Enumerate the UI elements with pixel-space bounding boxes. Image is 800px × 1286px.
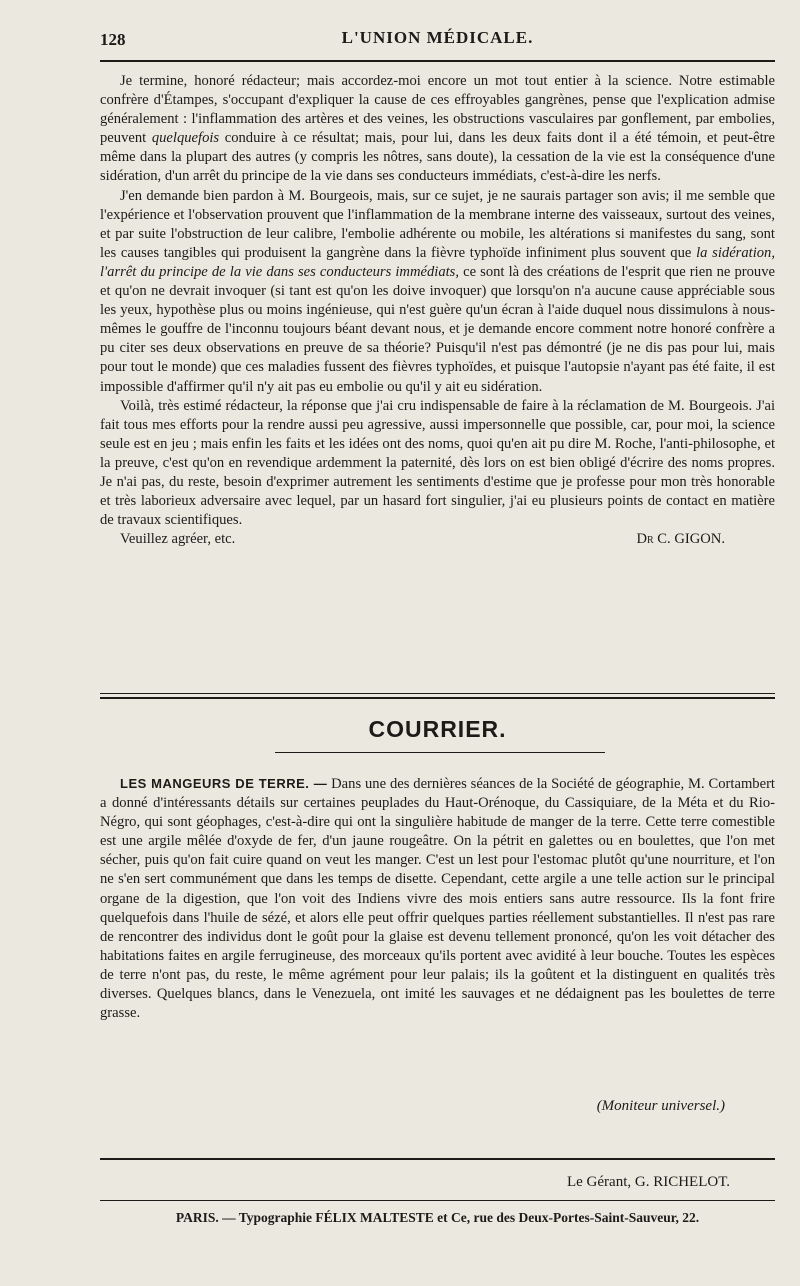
title-underline xyxy=(275,752,605,753)
footer-rule xyxy=(100,1158,775,1160)
courrier-title: COURRIER. xyxy=(368,716,507,742)
courrier-paragraph: LES MANGEURS DE TERRE. — Dans une des dernières séances de la Société de géographie, M. Cortambert a donné d'intéressants détails sur certaines peuplades du Haut-Orénoque, du Cassiquiare, de la Méta et du Rio-Négro, qui sont géophages, c'est-à-dire qui ont la singulière habitude de manger de la terre. Cette terre comestible est une argile mêlée d'oxyde de fer, d'un jaune rougeâtre. On la pétrit en galettes ou en boulettes, que l'on met sécher, puis qu'on fait cuire quand on veut les manger. C'est un lest pour l'estomac plutôt qu'une nourriture, et l'on ne s'en sert communément que dans les temps de disette. Cependant, cette argile a une telle action sur le principal organe de la digestion, que l'on voit des Indiens vivre des mois entiers sans autre ressource. Ils la font frire quelquefois dans l'huile de sézé, et alors elle peut offrir quelques parties réellement substantielles. Il n'est pas rare de rencontrer des individus dont le goût pour la glaise est devenu tellement prononcé, qu'on les voit détacher des habitations faites en argile ferrugineuse, des morceaux qu'ils portent avec avidité à leur bouche. Toutes les espèces de terre n'ont pas, du reste, le même agrément pour leur palais; ils la goûtent et la distinguent en qualités très diverses. Quelques blancs, dans le Venezuela, ont imité les sauvages et ne dédaignent pas les boulettes de terre grasse. xyxy=(100,776,775,1022)
section-rule-bottom xyxy=(100,697,775,699)
running-title: L'UNION MÉDICALE. xyxy=(341,28,534,47)
page-header xyxy=(100,26,775,54)
gerant-line: Le Gérant, G. RICHELOT. xyxy=(566,1174,730,1190)
letter-body xyxy=(100,72,775,550)
courrier-body xyxy=(100,774,775,1023)
printer-imprint: PARIS. — Typographie FÉLIX MALTESTE et Ce, rue des Deux-Portes-Saint-Sauveur, 22. xyxy=(175,1210,700,1225)
page-number: 128 xyxy=(100,30,126,49)
letter-paragraph-2: J'en demande bien pardon à M. Bourgeois, mais, sur ce sujet, je ne saurais partager son avis; il me semble que l'expérience et l'observation prouvent que l'inflammation de la membrane interne des vaisseaux, surtout des veines, et par suite l'obstruction de leur calibre, l'embolie adhérente ou mobile, les altérations si manifestes du sang, sont les causes tangibles qui produisent la gangrène dans la fièvre typhoïde infiniment plus souvent que la sidération, l'arrêt du principe de la vie dans ses conducteurs immédiats, ce sont là des créations de l'esprit que rien ne prouve et qu'on ne devrait invoquer (si tant est qu'on les doive invoquer) que lorsqu'on n'a aucune cause appréciable sous les yeux, hypothèse plus ou moins ingénieuse, qui n'est guère qu'un écran à l'aide duquel nous dissimulons à nous-mêmes le gouffre de l'inconnu toujours béant devant nous, et je demande encore comment notre honoré confrère a pu citer ses deux observations en preuve de sa théorie? Puisqu'il n'est pas démontré (je ne dis pas pour lui, mais pour tout le monde) que ces maladies fussent des fièvres typhoïdes, et puisque l'autopsie n'ayant pas été faite, il est impossible d'affirmer qu'il n'y ait pas eu embolie ou qu'il y ait eu sidération. xyxy=(100,187,776,395)
source-citation: (Moniteur universel.) xyxy=(596,1098,725,1114)
courrier-run-head: LES MANGEURS DE TERRE. — xyxy=(120,776,328,791)
letter-paragraph-3: Voilà, très estimé rédacteur, la réponse que j'ai cru indispensable de faire à la réclamation de M. Bourgeois. J'ai fait tous mes efforts pour la rendre aussi peu agressive, aussi impersonnelle que possible, car, pour moi, la science seule est en jeu ; mais enfin les faits et les idées ont des noms, quoi qu'en ait pu dire M. Roche, l'anti-philosophe, et la preuve, c'est qu'on en revendique ardemment la paternité, dès lors on est bien obligé d'écrire des noms propres. Je n'ai pas, du reste, besoin d'exprimer autrement les sentiments d'estime que je professe pour mon très honorable et très laborieux adversaire avec lequel, par un hasard fort singulier, j'ai eu plusieurs points de contact en matière de travaux scientifiques. xyxy=(100,397,775,529)
letter-signature: Dr C. GIGON. xyxy=(636,531,725,548)
header-rule xyxy=(100,60,775,62)
closing-formula: Veuillez agréer, etc. xyxy=(120,531,236,548)
printer-rule xyxy=(100,1200,775,1201)
section-rule-top xyxy=(100,693,775,694)
signature-line xyxy=(100,530,775,550)
letter-paragraph-1: Je termine, honoré rédacteur; mais accordez-moi encore un mot tout entier à la science. Notre estimable confrère d'Étampes, s'occupant d'expliquer la cause de ces effroyables gangrènes, pense que l'explication admise généralement : l'inflammation des artères et des veines, les obstructions vasculaires par gonflement, par embolies, peuvent quelquefois conduire à ce résultat; mais, pour lui, dans les deux faits dont il a été témoin, et peut-être même dans la plupart des autres (y compris les nôtres, sans doute), la cessation de la vie est la conséquence d'une sidération, d'un arrêt du principe de la vie dans ses conducteurs immédiats, c'est-à-dire les nerfs. xyxy=(100,73,775,185)
